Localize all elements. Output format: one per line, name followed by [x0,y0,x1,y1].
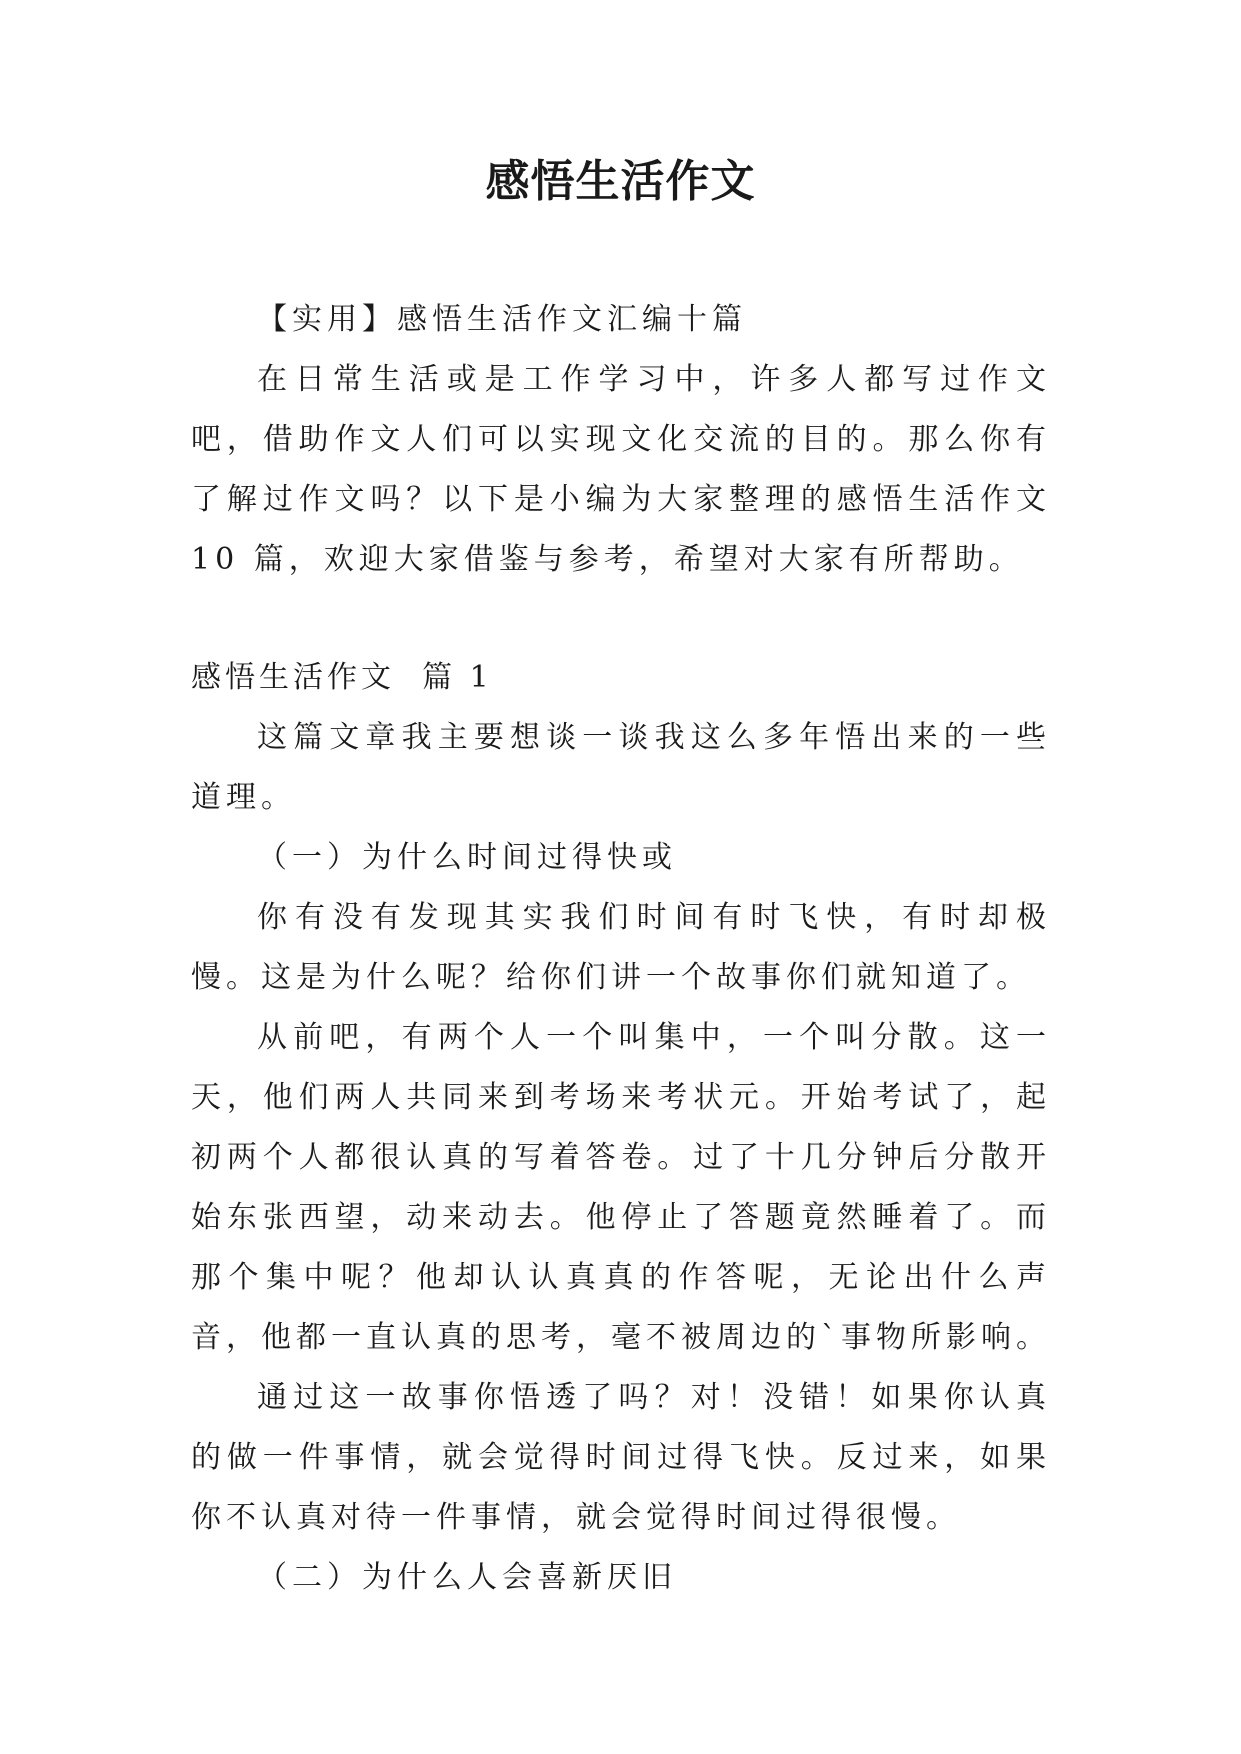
document-title: 感悟生活作文 [485,156,756,207]
sub-heading: （一）为什么时间过得快或 [257,840,677,875]
body-paragraph: 从前吧，有两个人一个叫集中，一个叫分散。这一天，他们两人共同来到考场来考状元。开始考试了，起初两个人都很认真的写着答卷。过了十几分钟后分散开始东张西望，动来动去。他停止了答题竟然睡着了。而那个集中呢？他却认认真真的作答呢，无论出什么声音，他都一直认真的思考，毫不被周边的`事物所影响。 [191,1020,1051,1355]
subtitle-paragraph: 【实用】感悟生活作文汇编十篇 [257,302,747,337]
sub-heading: （二）为什么人会喜新厌旧 [257,1560,677,1595]
document-body [191,290,1051,1608]
section-heading: 感悟生活作文 篇 1 [191,660,493,695]
body-paragraph: 这篇文章我主要想谈一谈我这么多年悟出来的一些道理。 [191,720,1051,815]
intro-paragraph: 在日常生活或是工作学习中，许多人都写过作文吧，借助作文人们可以实现文化交流的目的。那么你有了解过作文吗？以下是小编为大家整理的感悟生活作文 10 篇，欢迎大家借鉴与参考，希望对大家有所帮助。 [191,362,1051,577]
paragraph-gap [191,590,1051,648]
body-paragraph: 你有没有发现其实我们时间有时飞快，有时却极慢。这是为什么呢？给你们讲一个故事你们就知道了。 [191,900,1051,995]
body-paragraph: 通过这一故事你悟透了吗？对！没错！如果你认真的做一件事情，就会觉得时间过得飞快。反过来，如果你不认真对待一件事情，就会觉得时间过得很慢。 [191,1380,1051,1535]
